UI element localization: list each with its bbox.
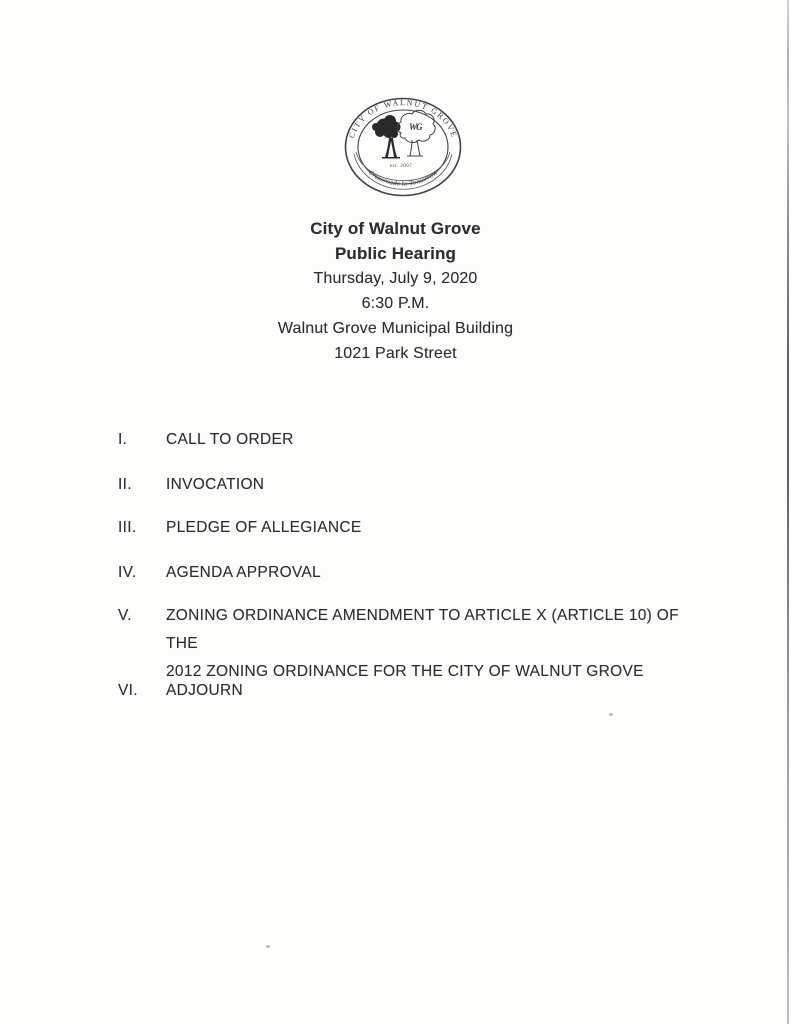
agenda-item-line: INVOCATION — [166, 476, 265, 493]
scan-speck — [609, 713, 613, 716]
agenda-item-line: 2012 ZONING ORDINANCE FOR THE CITY OF WALNUT GROVE — [166, 663, 644, 680]
seal-established-text: est. 2007 — [389, 164, 413, 169]
scan-speck — [266, 945, 270, 948]
agenda-item-line: ADJOURN — [166, 682, 244, 699]
agenda-item-text — [166, 677, 243, 705]
meeting-date: Thursday, July 9, 2020 — [313, 270, 478, 287]
agenda-item-text — [166, 559, 321, 587]
meeting-address: 1021 Park Street — [334, 345, 457, 362]
agenda-item-numeral: II. — [118, 476, 132, 493]
agenda-item-numeral: I. — [118, 431, 128, 448]
agenda-item-text — [166, 471, 264, 499]
agenda-item-text — [166, 426, 294, 454]
agenda-item-text — [166, 602, 701, 686]
meeting-venue: Walnut Grove Municipal Building — [277, 320, 514, 337]
agenda-item-line: ZONING ORDINANCE AMENDMENT TO ARTICLE X (ARTICLE 10) OF THE — [166, 607, 679, 652]
agenda-item-numeral: VI. — [118, 682, 138, 699]
agenda-item-numeral: III. — [118, 519, 137, 536]
page-title: City of Walnut Grove — [310, 219, 481, 238]
document-header — [0, 216, 791, 366]
scan-artifact-line — [787, 0, 789, 1024]
agenda-item-line: CALL TO ORDER — [166, 431, 294, 448]
agenda-item-line: AGENDA APPROVAL — [166, 564, 321, 581]
agenda-item-numeral: V. — [118, 607, 132, 624]
agenda-item-invocation — [118, 471, 718, 499]
agenda-item-agenda-approval — [118, 559, 718, 587]
meeting-time: 6:30 P.M. — [361, 295, 430, 312]
agenda-item-numeral: IV. — [118, 564, 137, 581]
seal-dark-tree-icon — [372, 115, 401, 159]
agenda-item-text — [166, 514, 362, 542]
agenda-item-zoning-ordinance — [118, 602, 718, 686]
agenda-item-adjourn — [118, 677, 718, 705]
seal-monogram: WG — [409, 122, 422, 132]
page-subtitle: Public Hearing — [334, 244, 457, 263]
agenda-item-pledge — [118, 514, 718, 542]
city-seal — [343, 97, 463, 198]
agenda-item-line: PLEDGE OF ALLEGIANCE — [166, 519, 362, 536]
agenda-item-call-to-order — [118, 426, 718, 454]
seal-ring-text: CITY OF WALNUT GROVE — [346, 98, 460, 140]
seal-motto: Crossroads to Tomorrow — [366, 169, 440, 188]
